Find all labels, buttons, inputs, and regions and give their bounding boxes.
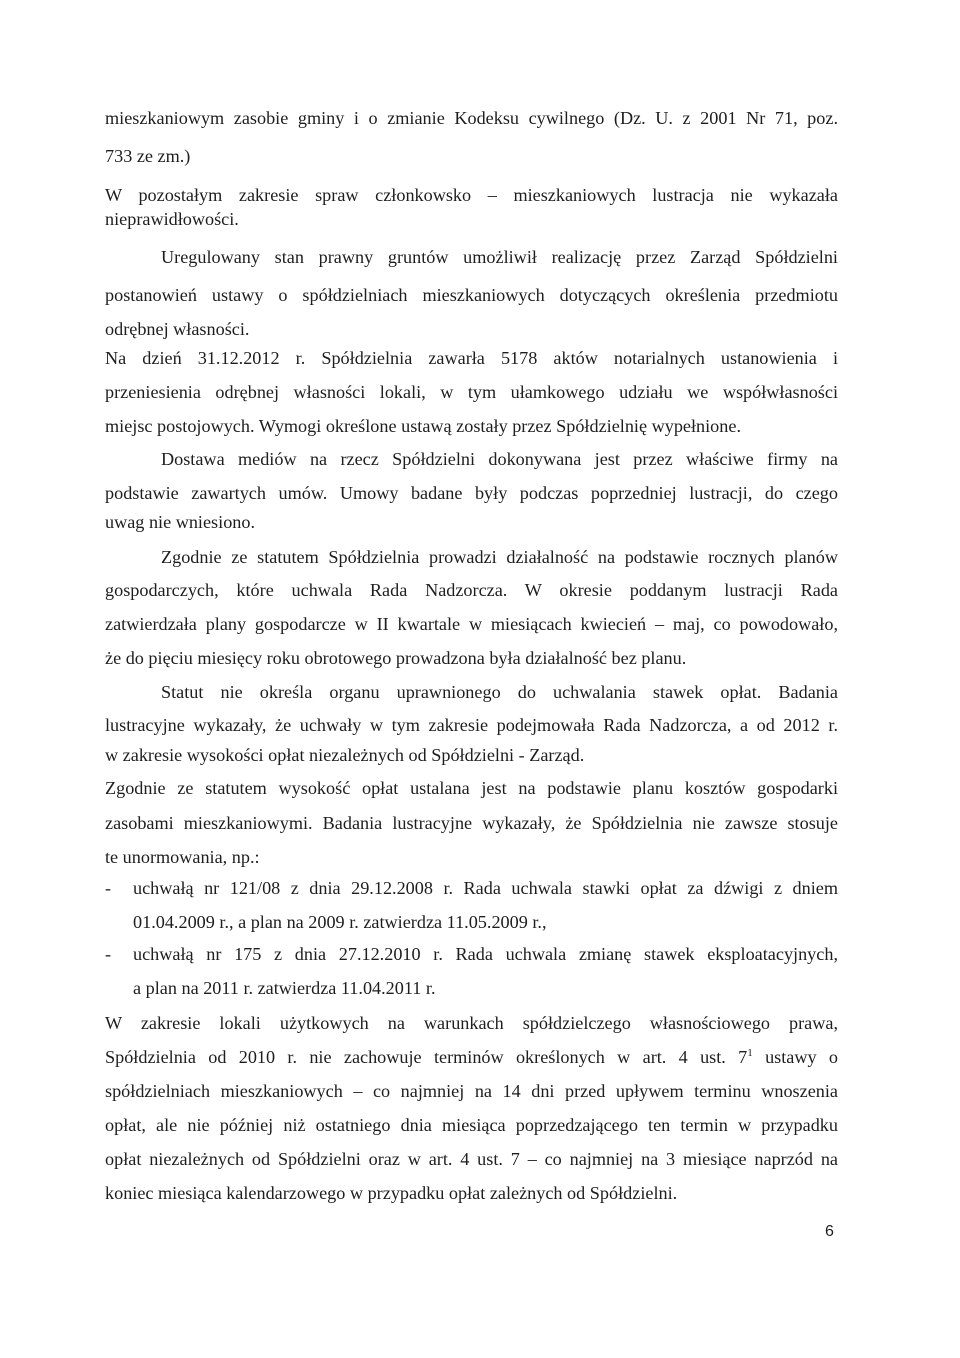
text-line: miejsc postojowych. Wymogi określone ustawą zostały przez Spółdzielnię wypełnione. <box>105 416 741 436</box>
text-line: lustracyjne wykazały, że uchwały w tym zakresie podejmowała Rada Nadzorcza, a od 2012 r. <box>105 715 838 735</box>
text-line: nieprawidłowości. <box>105 209 239 229</box>
bullet-item-line: 01.04.2009 r., a plan na 2009 r. zatwierdza 11.05.2009 r., <box>133 912 547 932</box>
text-line: podstawie zawartych umów. Umowy badane były podczas poprzedniej lustracji, do czego <box>105 483 838 503</box>
text-line-with-superscript <box>105 1045 838 1069</box>
text-line: W pozostałym zakresie spraw członkowsko – mieszkaniowych lustracja nie wykazała <box>105 185 838 205</box>
text-line: gospodarczych, które uchwala Rada Nadzorcza. W okresie poddanym lustracji Rada <box>105 580 838 600</box>
bullet-dash: - <box>105 878 112 898</box>
text-line: postanowień ustawy o spółdzielniach mieszkaniowych dotyczących określenia przedmiotu <box>105 285 838 305</box>
text-line: spółdzielniach mieszkaniowych – co najmniej na 14 dni przed upływem terminu wnoszenia <box>105 1081 838 1101</box>
text-line: w zakresie wysokości opłat niezależnych od Spółdzielni - Zarząd. <box>105 745 585 765</box>
text-line: zatwierdzała plany gospodarcze w II kwartale w miesiącach kwiecień – maj, co powodowało, <box>105 614 838 634</box>
text-line: te unormowania, np.: <box>105 847 260 867</box>
text-line: mieszkaniowym zasobie gminy i o zmianie Kodeksu cywilnego (Dz. U. z 2001 Nr 71, poz. <box>105 108 838 128</box>
text-line: przeniesienia odrębnej własności lokali, w tym ułamkowego udziału we współwłasności <box>105 382 838 402</box>
text-line: Zgodnie ze statutem wysokość opłat ustalana jest na podstawie planu kosztów gospodarki <box>105 778 838 798</box>
text-line: Statut nie określa organu uprawnionego do uchwalania stawek opłat. Badania <box>161 682 838 702</box>
bullet-item-line: uchwałą nr 121/08 z dnia 29.12.2008 r. Rada uchwala stawki opłat za dźwigi z dniem <box>133 878 838 898</box>
text-line: 733 ze zm.) <box>105 146 191 166</box>
text-line: Uregulowany stan prawny gruntów umożliwił realizację przez Zarząd Spółdzielni <box>161 247 838 267</box>
bullet-dash: - <box>105 944 112 964</box>
text-line: koniec miesiąca kalendarzowego w przypadku opłat zależnych od Spółdzielni. <box>105 1183 678 1203</box>
text-line: uwag nie wniesiono. <box>105 512 256 532</box>
text-line: zasobami mieszkaniowymi. Badania lustracyjne wykazały, że Spółdzielnia nie zawsze stosuje <box>105 813 838 833</box>
text-segment: ustawy o <box>752 1047 838 1067</box>
bullet-item-line: a plan na 2011 r. zatwierdza 11.04.2011 r. <box>133 978 436 998</box>
text-line: że do pięciu miesięcy roku obrotowego prowadzona była działalność bez planu. <box>105 648 687 668</box>
page-number: 6 <box>825 1223 834 1240</box>
text-line: opłat niezależnych od Spółdzielni oraz w art. 4 ust. 7 – co najmniej na 3 miesiące naprzód na <box>105 1149 838 1169</box>
text-segment: Spółdzielnia od 2010 r. nie zachowuje terminów określonych w art. 4 ust. 7 <box>105 1047 748 1067</box>
text-line: W zakresie lokali użytkowych na warunkach spółdzielczego własnościowego prawa, <box>105 1013 838 1033</box>
text-line: Zgodnie ze statutem Spółdzielnia prowadzi działalność na podstawie rocznych planów <box>161 547 838 567</box>
text-line: Dostawa mediów na rzecz Spółdzielni dokonywana jest przez właściwe firmy na <box>161 449 838 469</box>
superscript-marker: 1 <box>747 1047 753 1059</box>
text-line: opłat, ale nie później niż ostatniego dnia miesiąca poprzedzającego ten termin w przypadku <box>105 1115 838 1135</box>
bullet-item-line: uchwałą nr 175 z dnia 27.12.2010 r. Rada uchwala zmianę stawek eksploatacyjnych, <box>133 944 838 964</box>
text-line: odrębnej własności. <box>105 319 250 339</box>
text-line: Na dzień 31.12.2012 r. Spółdzielnia zawarła 5178 aktów notarialnych ustanowienia i <box>105 348 838 368</box>
